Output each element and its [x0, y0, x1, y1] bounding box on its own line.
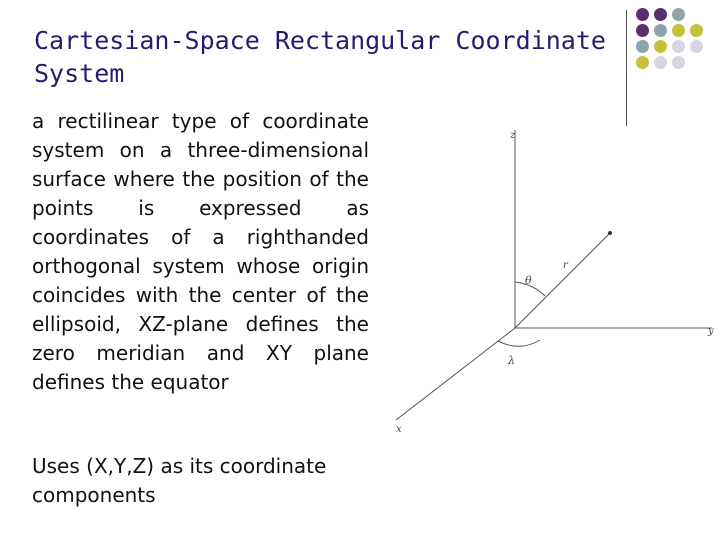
decorative-dot [654, 40, 667, 53]
x-axis [396, 328, 515, 420]
x-axis-label: x [396, 424, 402, 435]
lambda-label: λ [508, 354, 515, 367]
decorative-dot-grid [636, 8, 708, 72]
z-axis-label: z [510, 130, 516, 141]
decorative-dot [690, 24, 703, 37]
decorative-dot [654, 8, 667, 21]
decorative-dot [654, 24, 667, 37]
components-paragraph: Uses (X,Y,Z) as its coordinate components [32, 454, 327, 507]
decorative-dot [690, 8, 703, 21]
point-marker [608, 231, 612, 235]
definition-paragraph: a rectilinear type of coordinate system on a three-dimensional surface where the position of the points is expressed as coordinates of a righthanded orthogonal system whose origin coincides with the center of the ellipsoid, XZ-plane defines the zero meridian and XY plane defines the equator [32, 109, 369, 394]
decorative-dot [654, 56, 667, 69]
decorative-divider [626, 10, 627, 126]
decorative-dot [636, 40, 649, 53]
decorative-dot [690, 56, 703, 69]
decorative-dot [672, 24, 685, 37]
r-label: r [563, 260, 568, 271]
decorative-dot [672, 8, 685, 21]
slide-title: Cartesian-Space Rectangular Coordinate System [34, 26, 606, 88]
coordinate-system-diagram [390, 120, 720, 440]
theta-label: θ [525, 274, 532, 287]
y-axis-label: y [708, 326, 714, 337]
lambda-arc [498, 340, 540, 346]
decorative-dot [690, 40, 703, 53]
decorative-dot [672, 56, 685, 69]
decorative-dot [636, 56, 649, 69]
decorative-dot [636, 8, 649, 21]
decorative-dot [672, 40, 685, 53]
decorative-dot [636, 24, 649, 37]
